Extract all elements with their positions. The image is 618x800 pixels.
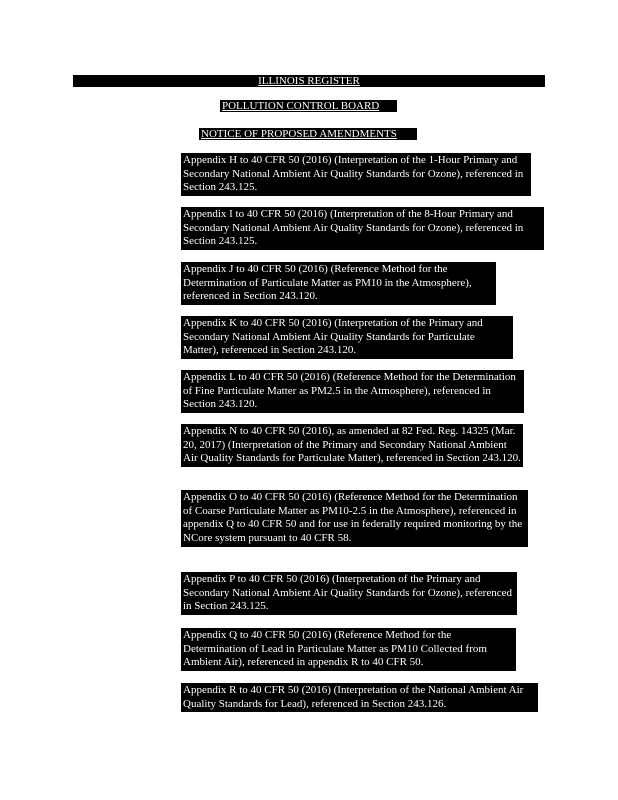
appendix-entry-i: Appendix I to 40 CFR 50 (2016) (Interpretation of the 8-Hour Primary and Secondary National Ambient Air Quality Standards for Ozone), referenced in Section 243.125.	[181, 207, 544, 250]
board-heading: POLLUTION CONTROL BOARD	[220, 100, 397, 112]
register-header-bar	[73, 75, 545, 87]
appendix-entry-q: Appendix Q to 40 CFR 50 (2016) (Reference Method for the Determination of Lead in Particulate Matter as PM10 Collected from Ambient Air), referenced in appendix R to 40 CFR 50.	[181, 628, 516, 671]
appendix-entry-o: Appendix O to 40 CFR 50 (2016) (Reference Method for the Determination of Coarse Particulate Matter as PM10-2.5 in the Atmosphere), referenced in appendix Q to 40 CFR 50 and for use in federally required monitoring by the NCore system pursuant to 40 CFR 58.	[181, 490, 528, 547]
appendix-entry-r: Appendix R to 40 CFR 50 (2016) (Interpretation of the National Ambient Air Quality Standards for Lead), referenced in Section 243.126.	[181, 683, 538, 712]
appendix-entry-p: Appendix P to 40 CFR 50 (2016) (Interpretation of the Primary and Secondary National Ambient Air Quality Standards for Ozone), referenced in Section 243.125.	[181, 572, 517, 615]
appendix-entry-h: Appendix H to 40 CFR 50 (2016) (Interpretation of the 1-Hour Primary and Secondary National Ambient Air Quality Standards for Ozone), referenced in Section 243.125.	[181, 153, 531, 196]
register-title: ILLINOIS REGISTER	[258, 75, 360, 87]
appendix-entry-j: Appendix J to 40 CFR 50 (2016) (Reference Method for the Determination of Particulate Matter as PM10 in the Atmosphere), referenced in Section 243.120.	[181, 262, 496, 305]
appendix-entry-l: Appendix L to 40 CFR 50 (2016) (Reference Method for the Determination of Fine Particulate Matter as PM2.5 in the Atmosphere), referenced in Section 243.120.	[181, 370, 524, 413]
appendix-entry-n: Appendix N to 40 CFR 50 (2016), as amended at 82 Fed. Reg. 14325 (Mar. 20, 2017) (Interpretation of the Primary and Secondary National Ambient Air Quality Standards for Particulate Matter), referenced in Section 243.120.	[181, 424, 523, 467]
appendix-entry-k: Appendix K to 40 CFR 50 (2016) (Interpretation of the Primary and Secondary National Ambient Air Quality Standards for Particulate Matter), referenced in Section 243.120.	[181, 316, 513, 359]
notice-heading: NOTICE OF PROPOSED AMENDMENTS	[199, 128, 417, 140]
